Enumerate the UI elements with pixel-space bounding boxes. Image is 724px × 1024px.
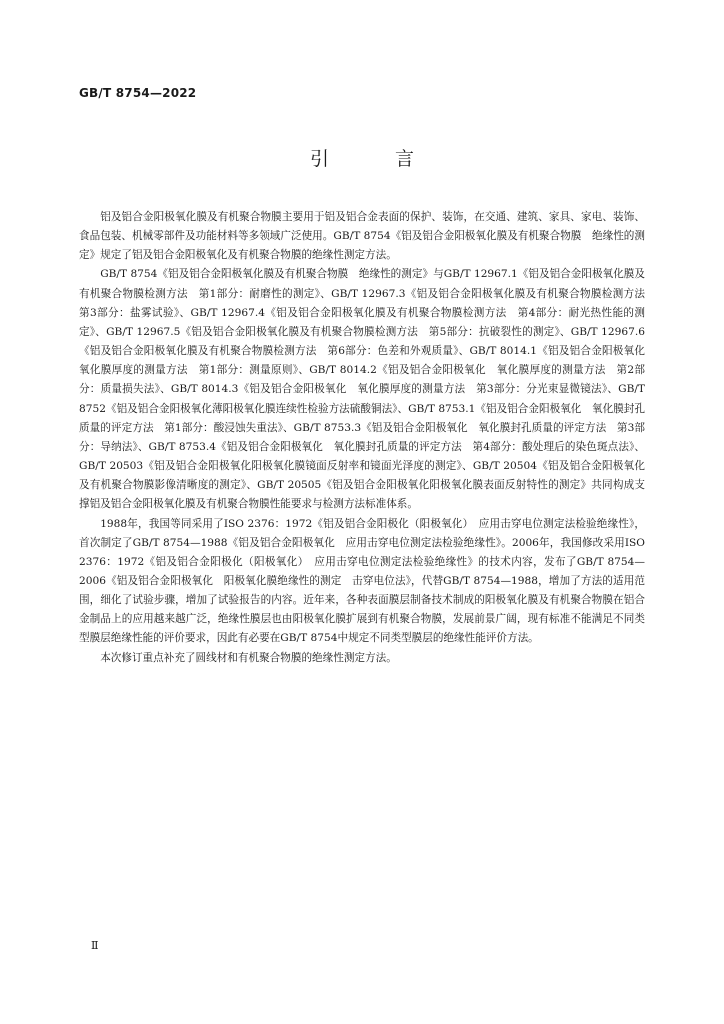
paragraph-1: 铝及铝合金阳极氧化膜及有机聚合物膜主要用于铝及铝合金表面的保护、装饰，在交通、建筑、家具、家电、装饰、食品包装、机械零部件及功能材料等多领域广泛使用。GB/T 8754《铝及铝合金阳极氧化膜及有机聚合物膜 绝缘性的测定》规定了铝及铝合金阳极氧化及有机聚合物膜的绝缘性测定方法。 bbox=[79, 211, 645, 262]
page-title: 引 言 bbox=[309, 148, 445, 170]
paragraph-3: 1988年，我国等同采用了ISO 2376：1972《铝及铝合金阳极化（阳极氧化） 应用击穿电位测定法检验绝缘性》，首次制定了GB/T 8754—1988《铝及铝合金阳极氧化 应用击穿电位测定法检验绝缘性》。2006年，我国修改采用ISO 2376：1972《铝及铝合金阳极化（阳极氧化） 应用击穿电位测定法检验绝缘性》的技术内容，发布了GB/T 8754—2006《铝及铝合金阳极氧化 阳极氧化膜绝缘性的测定 击穿电位法》，代替GB/T 8754—1988，增加了方法的适用范围，细化了试验步骤，增加了试验报告的内容。近年来，各种表面膜层制备技术制成的阳极氧化膜及有机聚合物膜在铝合金制品上的应用越来越广泛，绝缘性膜层也由阳极氧化膜扩展到有机聚合物膜，发展前景广阔，现有标准不能满足不同类型膜层绝缘性能的评价要求，因此有必要在GB/T 8754中规定不同类型膜层的绝缘性能评价方法。 bbox=[79, 517, 645, 645]
paragraph-4: 本次修订重点补充了圆线材和有机聚合物膜的绝缘性测定方法。 bbox=[100, 651, 397, 664]
page-number: Ⅱ bbox=[91, 939, 99, 952]
standard-number: GB/T 8754—2022 bbox=[79, 86, 197, 100]
body-text bbox=[79, 208, 656, 668]
paragraph-2: GB/T 8754《铝及铝合金阳极氧化膜及有机聚合物膜 绝缘性的测定》与GB/T 12967.1《铝及铝合金阳极氧化膜及有机聚合物膜检测方法 第1部分：耐磨性的测定》、GB/T 12967.3《铝及铝合金阳极氧化膜及有机聚合物膜检测方法 第3部分：盐雾试验》、GB/T 12967.4《铝及铝合金阳极氧化膜及有机聚合物膜检测方法 第4部分：耐光热性能的测定》、GB/T 12967.5《铝及铝合金阳极氧化膜及有机聚合物膜检测方法 第5部分：抗破裂性的测定》、GB/T 12967.6《铝及铝合金阳极氧化膜及有机聚合物膜检测方法 第6部分：色差和外观质量》、GB/T 8014.1《铝及铝合金阳极氧化 氧化膜厚度的测量方法 第1部分：测量原则》、GB/T 8014.2《铝及铝合金阳极氧化 氧化膜厚度的测量方法 第2部分：质量损失法》、GB/T 8014.3《铝及铝合金阳极氧化 氧化膜厚度的测量方法 第3部分：分光束显微镜法》、GB/T 8752《铝及铝合金阳极氧化薄阳极氧化膜连续性检验方法硫酸铜法》、GB/T 8753.1《铝及铝合金阳极氧化 氧化膜封孔质量的评定方法 第1部分：酸浸蚀失重法》、GB/T 8753.3《铝及铝合金阳极氧化 氧化膜封孔质量的评定方法 第3部分：导纳法》、GB/T 8753.4《铝及铝合金阳极氧化 氧化膜封孔质量的评定方法 第4部分：酸处理后的染色斑点法》、GB/T 20503《铝及铝合金阳极氧化阳极氧化膜镜面反射率和镜面光泽度的测定》、GB/T 20504《铝及铝合金阳极氧化及有机聚合物膜影像清晰度的测定》、GB/T 20505《铝及铝合金阳极氧化阳极氧化膜表面反射特性的测定》共同构成支撑铝及铝合金阳极氧化膜及有机聚合物膜性能要求与检测方法标准体系。 bbox=[79, 268, 656, 511]
